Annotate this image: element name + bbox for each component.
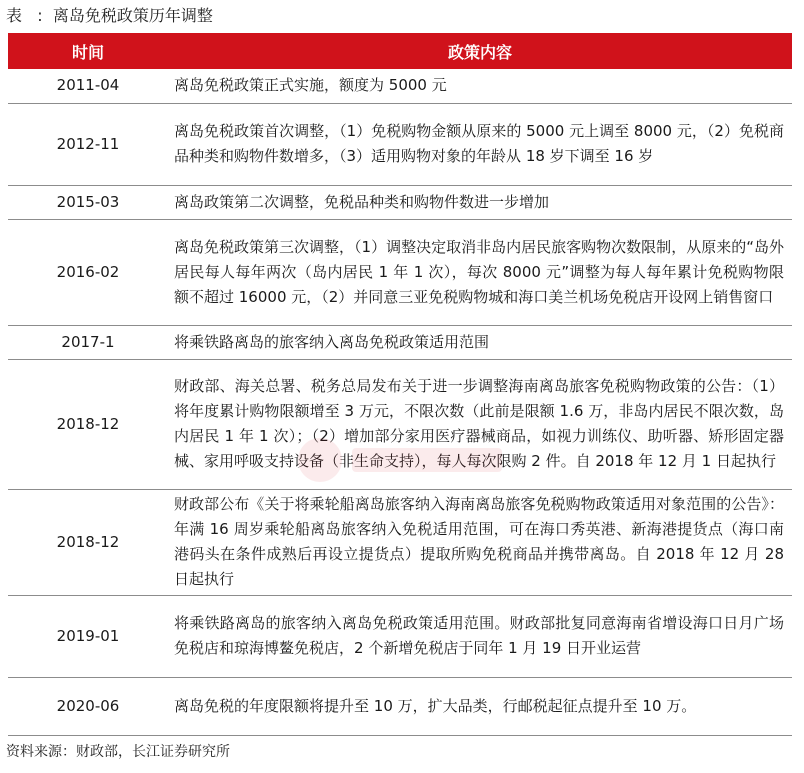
table-caption: 表 : 离岛免税政策历年调整 <box>6 6 213 25</box>
row-date: 2018-12 <box>8 359 168 489</box>
table-row <box>8 359 792 489</box>
row-content: 离岛免税政策正式实施，额度为 5000 元 <box>168 69 792 103</box>
row-content: 财政部公布《关于将乘轮船离岛旅客纳入海南离岛旅客免税购物政策适用对象范围的公告》：年满 16 周岁乘轮船离岛旅客纳入免税适用范围，可在海口秀英港、新海港提货点（海口南港码头在条件成熟后再设立提货点）提取所购免税商品并携带离岛。自 2018 年 12 月 28 日起执行 <box>168 489 792 595</box>
header-content: 政策内容 <box>168 33 792 69</box>
row-date: 2016-02 <box>8 219 168 325</box>
row-date: 2019-01 <box>8 595 168 677</box>
table-row <box>8 219 792 325</box>
row-content: 将乘铁路离岛的旅客纳入离岛免税政策适用范围 <box>168 325 792 359</box>
header-date: 时间 <box>8 33 168 69</box>
source-note: 资料来源：财政部，长江证券研究所 <box>6 744 230 760</box>
table-header-row <box>8 33 792 69</box>
table-row <box>8 185 792 219</box>
table-row <box>8 325 792 359</box>
row-content: 离岛免税的年度限额将提升至 10 万，扩大品类，行邮税起征点提升至 10 万。 <box>168 677 792 735</box>
table-row <box>8 677 792 735</box>
table-row <box>8 595 792 677</box>
row-date: 2020-06 <box>8 677 168 735</box>
table-row <box>8 69 792 103</box>
table-row <box>8 103 792 185</box>
row-date: 2015-03 <box>8 185 168 219</box>
row-date: 2011-04 <box>8 69 168 103</box>
row-content: 将乘铁路离岛的旅客纳入离岛免税政策适用范围。财政部批复同意海南省增设海口日月广场免税店和琼海博鳌免税店，2 个新增免税店于同年 1 月 19 日开业运营 <box>168 595 792 677</box>
policy-table <box>8 33 792 736</box>
row-date: 2017-1 <box>8 325 168 359</box>
row-content: 离岛免税政策首次调整，（1）免税购物金额从原来的 5000 元上调至 8000 元，（2）免税商品种类和购物件数增多，（3）适用购物对象的年龄从 18 岁下调至 16 岁 <box>168 103 792 185</box>
row-content: 离岛免税政策第三次调整，（1）调整决定取消非岛内居民旅客购物次数限制，从原来的“岛外居民每人每年两次（岛内居民 1 年 1 次），每次 8000 元”调整为每人每年累计免税购物限额不超过 16000 元，（2）并同意三亚免税购物城和海口美兰机场免税店开设网上销售窗口 <box>168 219 792 325</box>
row-content: 财政部、海关总署、税务总局发布关于进一步调整海南离岛旅客免税购物政策的公告：（1）将年度累计购物限额增至 3 万元，不限次数（此前是限额 1.6 万，非岛内居民不限次数，岛内居民 1 年 1 次）；（2）增加部分家用医疗器械商品，如视力训练仪、助听器、矫形固定器械、家用呼吸支持设备（非生命支持），每人每次限购 2 件。自 2018 年 12 月 1 日起执行 <box>168 359 792 489</box>
row-content: 离岛政策第二次调整，免税品种类和购物件数进一步增加 <box>168 185 792 219</box>
row-date: 2012-11 <box>8 103 168 185</box>
row-date: 2018-12 <box>8 489 168 595</box>
table-row <box>8 489 792 595</box>
